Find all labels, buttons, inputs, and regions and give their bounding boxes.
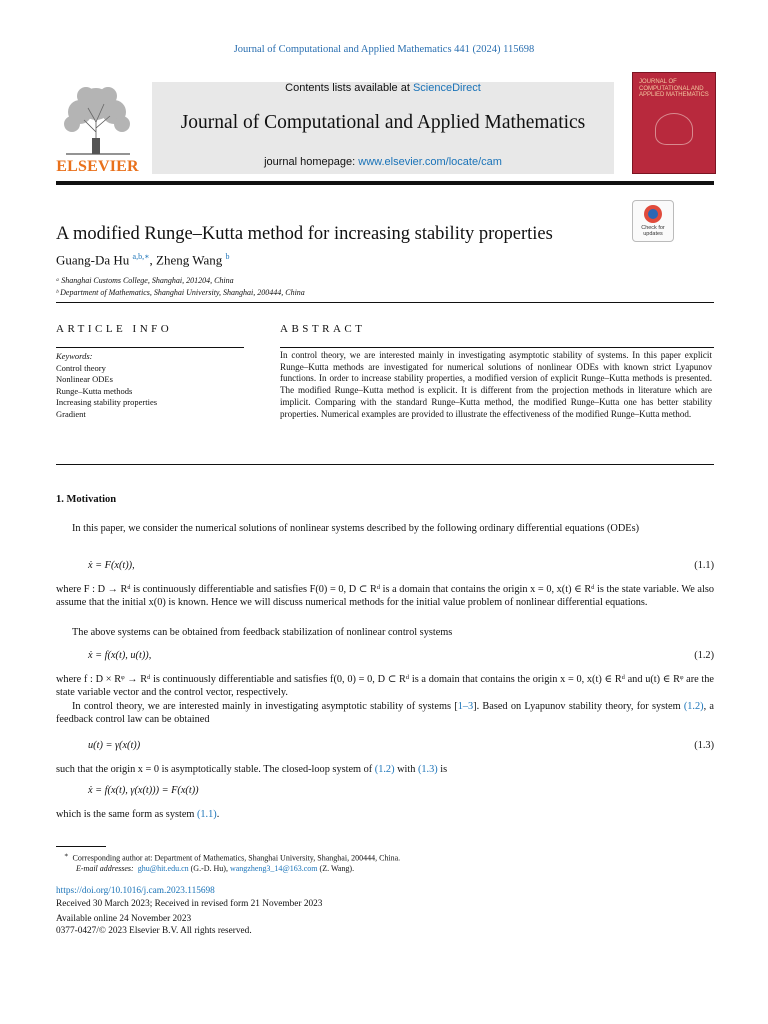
footnote-divider — [56, 846, 106, 847]
keywords-list — [56, 351, 157, 421]
check-updates-label: Check for updates — [641, 225, 665, 237]
divider — [280, 347, 714, 348]
journal-title: Journal of Computational and Applied Mathematics — [180, 112, 586, 133]
abstract-text: In control theory, we are interested mainly in investigating asymptotic stability of systems. In this paper explicit Runge–Kutta methods are investigated for numerical solutions of nonlinear ODEs with known strict Lyapunov functions. In order to increase stability properties, a modified version of explicit Runge–Kutta methods is presented. The modified Runge–Kutta method is explicit. It is different from the projection methods in literature which are implicit. Comparing with the standard Runge–Kutta method, the modified Runge–Kutta one has better stability properties. Numerical examples are provided to illustrate the effectiveness of the modified Runge–Kutta method. — [280, 350, 712, 419]
elsevier-tree-logo[interactable] — [56, 82, 139, 174]
journal-citation[interactable]: Journal of Computational and Applied Mathematics 441 (2024) 115698 — [233, 44, 535, 55]
equation-link[interactable]: (1.1) — [196, 809, 217, 820]
divider — [56, 302, 714, 303]
author-affiliation-marker[interactable]: a,b,∗ — [132, 252, 150, 261]
text-run: which is the same form as system — [56, 809, 197, 820]
email-owner: (G.-D. Hu), — [188, 864, 230, 873]
article-title: A modified Runge–Kutta method for increasing stability properties — [56, 224, 553, 244]
author-separator: , — [149, 252, 157, 268]
email-label: E-mail addresses: — [76, 864, 134, 873]
affiliation-a: ᵃ Shanghai Customs College, Shanghai, 201204, China — [56, 276, 234, 285]
received-dates: Received 30 March 2023; Received in revised form 21 November 2023 — [56, 899, 323, 909]
journal-banner — [152, 82, 614, 174]
sciencedirect-link[interactable]: ScienceDirect — [412, 82, 481, 94]
contents-line — [152, 82, 614, 94]
body-paragraph — [56, 700, 714, 726]
footnote-emails — [76, 864, 354, 873]
body-paragraph: In this paper, we consider the numerical solutions of nonlinear systems described by the following ordinary differential equations (ODEs) — [72, 523, 640, 534]
homepage-link[interactable]: www.elsevier.com/locate/cam — [358, 156, 502, 168]
journal-cover-image[interactable] — [632, 72, 716, 174]
header-rule — [56, 181, 714, 185]
abstract-heading: ABSTRACT — [280, 323, 366, 335]
affiliation-b: ᵇ Department of Mathematics, Shanghai University, Shanghai, 200444, China — [56, 288, 305, 297]
article-info-heading: ARTICLE INFO — [56, 323, 173, 335]
equation-number: (1.2) — [694, 650, 714, 661]
equation: ẋ = f(x(t), u(t)), — [88, 650, 152, 661]
section-heading: 1. Motivation — [56, 494, 117, 505]
equation-number: (1.3) — [694, 740, 714, 751]
keyword-item: Gradient — [56, 408, 86, 419]
body-paragraph: The above systems can be obtained from feedback stabilization of nonlinear control systems — [72, 627, 453, 638]
equation-link[interactable]: (1.3) — [417, 764, 438, 775]
keyword-item: Increasing stability properties — [56, 397, 158, 408]
equation-number: (1.1) — [694, 560, 714, 571]
divider — [56, 347, 244, 348]
author-name[interactable]: Guang-Da Hu — [56, 252, 130, 268]
online-date: Available online 24 November 2023 — [56, 914, 192, 924]
footnote-corresponding — [64, 851, 400, 863]
homepage-prefix: journal homepage: — [264, 156, 359, 168]
text-run: . — [216, 809, 220, 820]
body-paragraph: where f : D × Rᵠ → Rᵈ is continuously differentiable and satisfies f(0, 0) = 0, D ⊂ Rᵈ is a domain that contains the origin x = 0, x(t) ∈ Rᵈ and u(t) ∈ Rᵠ are the state variable vector and the control vector, respectively. — [56, 674, 714, 698]
contents-prefix: Contents lists available at — [285, 82, 413, 94]
text-run: ]. Based on Lyapunov stability theory, for system — [473, 701, 684, 712]
text-run: with — [394, 764, 418, 775]
keyword-item: Runge–Kutta methods — [56, 385, 133, 396]
footnote-marker: ∗ — [64, 852, 69, 859]
homepage-line — [152, 156, 614, 168]
body-paragraph — [56, 763, 714, 776]
tree-icon — [56, 82, 139, 156]
text-run: , a feedback control law can be obtained — [56, 701, 714, 725]
keyword-item: Nonlinear ODEs — [56, 374, 113, 385]
body-paragraph: where F : D → Rᵈ is continuously differentiable and satisfies F(0) = 0, D ⊂ Rᵈ is a domain that contains the origin x = 0, x(t) ∈ Rᵈ is the state variable. We also assume that the initial x(0) is known. Hence we will discuss numerical methods for the initial value problem of nonlinear differential equations. — [56, 584, 714, 608]
elsevier-wordmark: ELSEVIER — [56, 158, 139, 175]
keywords-label: Keywords: — [56, 351, 93, 361]
cover-emblem-icon — [655, 113, 693, 145]
email-link[interactable]: wangzheng3_14@163.com — [229, 864, 318, 873]
reference-link[interactable]: 1–3 — [457, 701, 474, 712]
copyright: 0377-0427/© 2023 Elsevier B.V. All rights reserved. — [56, 926, 252, 936]
cover-title: JOURNAL OF COMPUTATIONAL AND APPLIED MATHEMATICS — [639, 79, 709, 98]
check-for-updates-button[interactable] — [632, 200, 674, 242]
masthead — [56, 79, 714, 178]
text-run: In control theory, we are interested mainly in investigating asymptotic stability of systems [ — [72, 701, 458, 712]
email-link[interactable]: ghu@hit.edu.cn — [137, 864, 189, 873]
author-list — [56, 252, 230, 268]
equation-link[interactable]: (1.2) — [374, 764, 395, 775]
keyword-item: Control theory — [56, 362, 106, 373]
doi-link[interactable]: https://doi.org/10.1016/j.cam.2023.115698 — [56, 886, 215, 896]
divider — [56, 464, 714, 465]
email-owner: (Z. Wang). — [317, 864, 355, 873]
footnote-text: Corresponding author at: Department of Mathematics, Shanghai University, Shanghai, 200444, China. — [72, 853, 401, 863]
equation: ẋ = F(x(t)), — [88, 560, 135, 571]
equation: ẋ = f(x(t), γ(x(t))) = F(x(t)) — [88, 785, 199, 796]
author-name[interactable]: Zheng Wang — [156, 252, 223, 268]
equation: u(t) = γ(x(t)) — [88, 740, 141, 751]
text-run: is — [437, 764, 448, 775]
check-updates-icon — [644, 205, 662, 223]
body-paragraph — [56, 808, 714, 821]
equation-link[interactable]: (1.2) — [683, 701, 704, 712]
author-affiliation-marker[interactable]: b — [225, 252, 230, 261]
text-run: such that the origin x = 0 is asymptotically stable. The closed-loop system of — [56, 764, 375, 775]
